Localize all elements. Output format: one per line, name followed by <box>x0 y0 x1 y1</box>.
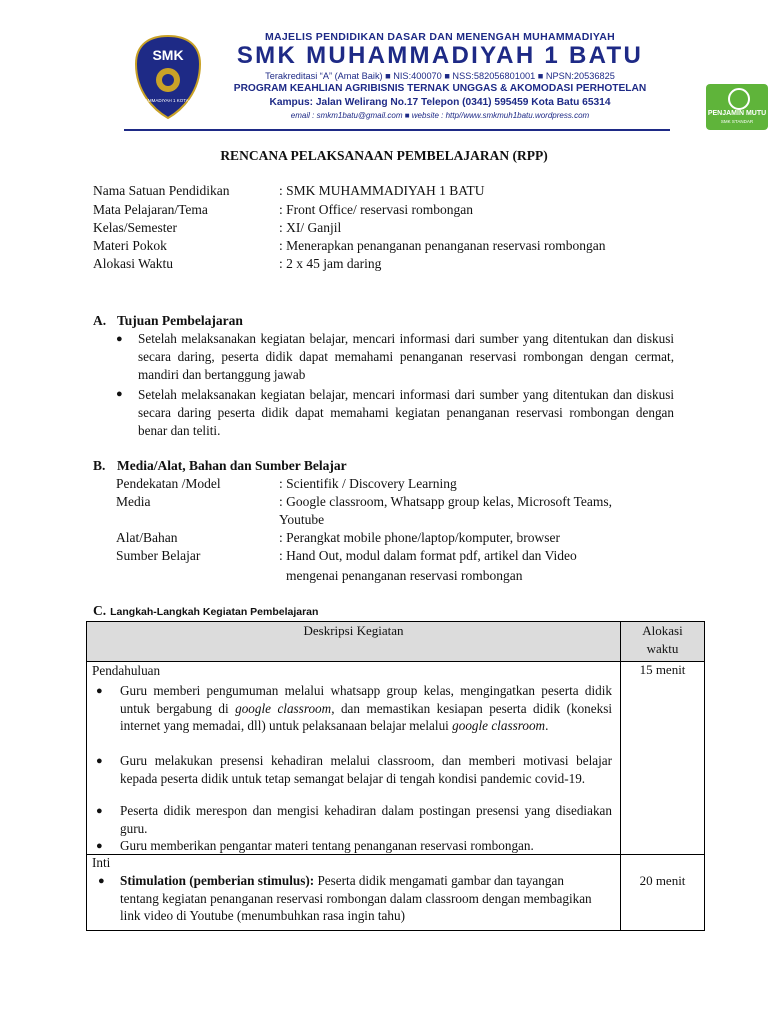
bullet-icon: ● <box>116 388 123 400</box>
objective-item: Setelah melaksanakan kegiatan belajar, mencari informasi dari sumber yang ditentukan dan diskusi secara daring peserta didik dapat memahami kegiatan penanganan reservasi rombongan dengan benar dan teliti. <box>138 387 674 438</box>
objective-item: Setelah melaksanakan kegiatan belajar, mencari informasi dari sumber yang ditentukan dan diskusi secara daring, peserta didik dapat memahami penanganan reservasi rombongan dengan cermat, mandiri dan bertanggung jawab <box>138 331 674 382</box>
svg-text:SMK: SMK <box>152 47 184 63</box>
svg-text:MUHAMMADIYAH 1 KOTA BATU: MUHAMMADIYAH 1 KOTA BATU <box>134 98 202 103</box>
bullet-icon: ● <box>96 685 103 697</box>
bullet-icon: ● <box>98 875 105 887</box>
letterhead-contact: email : smkm1batu@gmail.com ■ website : http//www.smkmuh1batu.wordpress.com <box>290 111 590 120</box>
activity-item: Guru memberikan pengantar materi tentang penanganan reservasi rombongan. <box>120 838 534 853</box>
bullet-icon: ● <box>96 840 103 852</box>
table-cell <box>620 661 705 855</box>
letterhead-address: Kampus: Jalan Welirang No.17 Telepon (0341) 595459 Kota Batu 65314 <box>269 97 611 108</box>
col-description-header: Deskripsi Kegiatan <box>303 623 404 638</box>
check-icon <box>728 88 750 110</box>
letterhead-org: MAJELIS PENDIDIKAN DASAR DAN MENENGAH MUHAMMADIYAH <box>264 31 616 43</box>
bullet-icon: ● <box>96 755 103 767</box>
section-a-heading: A. Tujuan Pembelajaran <box>93 313 243 328</box>
col-time-header: Alokasi <box>642 623 683 638</box>
phase-label: Inti <box>92 855 111 870</box>
activity-table <box>86 621 705 931</box>
letterhead-accreditation: Terakreditasi “A” (Amat Baik) ■ NIS:400070 ■ NSS:582056801001 ■ NPSN:20536825 <box>265 71 615 81</box>
activity-item: Guru melakukan presensi kehadiran melalui classroom, dan memberi motivasi belajar kepada peserta didik untuk tetap semangat belajar di tengah kondisi pandemic covid-19. <box>120 753 612 786</box>
activity-item: Peserta didik merespon dan mengisi kehadiran dalam postingan presensi yang disediakan guru. <box>120 803 612 836</box>
quality-badge: PENJAMIN MUTU SMK STANDAR <box>706 84 768 130</box>
section-b-heading: B. Media/Alat, Bahan dan Sumber Belajar <box>93 458 347 473</box>
activity-item: Guru memberi pengumuman melalui whatsapp group kelas, mengingatkan peserta didik untuk bergabung di google classroom, dan memastikan kesiapan peserta didik (koneksi internet yang memadai, dll) untuk pelaksanaan belajar melalui google classroom. <box>120 683 612 733</box>
letterhead-program: PROGRAM KEAHLIAN AGRIBISNIS TERNAK UNGGAS & AKOMODASI PERHOTELAN <box>233 83 647 94</box>
document-title: RENCANA PELAKSANAAN PEMBELAJARAN (RPP) <box>220 148 548 163</box>
phase-time: 20 menit <box>639 873 686 888</box>
activity-item: Stimulation (pemberian stimulus): Peserta didik mengamati gambar dan tayangan tentang kegiatan penanganan reservasi rombongan dalam classroom dengan membagikan link video di Youtube (menumbuhkan rasa ingin tahu) <box>120 873 592 923</box>
table-cell <box>620 854 705 931</box>
bullet-icon: ● <box>96 805 103 817</box>
section-c-heading: C. Langkah-Langkah Kegiatan Pembelajaran <box>93 603 319 618</box>
phase-label: Pendahuluan <box>92 663 161 678</box>
phase-time: 15 menit <box>639 662 686 677</box>
letterhead-school: SMK MUHAMMADIYAH 1 BATU <box>236 42 644 69</box>
bullet-icon: ● <box>116 333 123 345</box>
letterhead-divider <box>124 129 670 131</box>
col-time-header-2: waktu <box>646 641 679 656</box>
school-logo <box>134 34 202 120</box>
